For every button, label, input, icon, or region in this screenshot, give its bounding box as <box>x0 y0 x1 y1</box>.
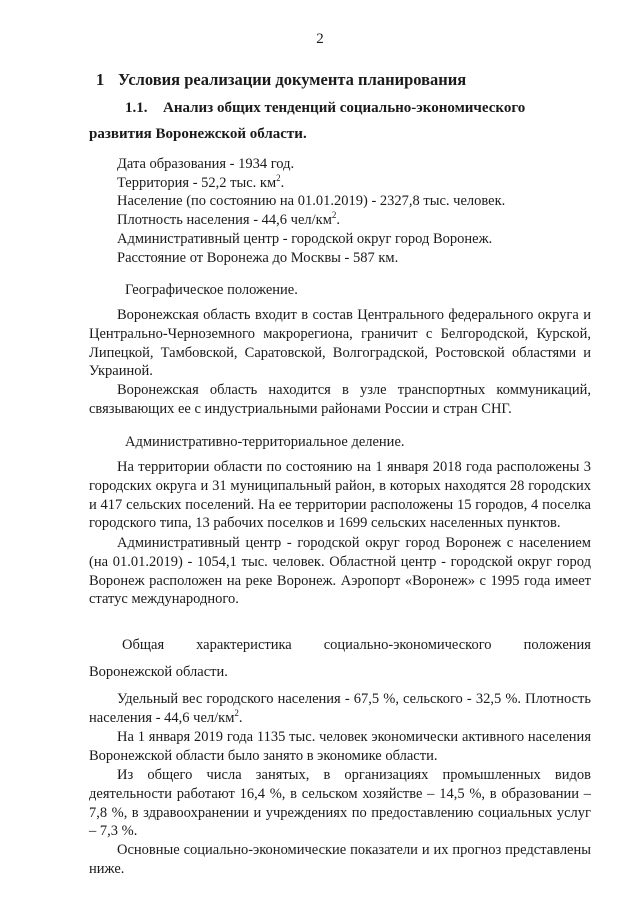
fact-density: Плотность населения - 44,6 чел/$км^2$. <box>117 210 341 229</box>
facts-list <box>117 155 505 267</box>
subsection-title-line1: Анализ общих тенденций социально-экономического <box>163 100 526 116</box>
general-paragraph-1: Удельный вес городского населения - 67,5 %, сельского - 32,5 %. Плотность населения - 44,6 чел/$км^2$. <box>89 691 591 726</box>
admin-paragraph-2: Административный центр - городской округ город Воронеж с населением (на 01.01.2019) - 1054,1 тыс. человек. Областной центр - городской округ город Воронеж расположен на реке Воронеж. Аэропорт «Воронеж» с 1995 года имеет статус международного. <box>89 535 591 608</box>
page-number: 2 <box>316 31 324 47</box>
section-heading <box>96 70 466 90</box>
general-title-line2: Воронежской области. <box>89 664 228 680</box>
section-title: Условия реализации документа планирования <box>118 70 467 89</box>
general-title-line1: Общая характеристика социально-экономического положения <box>122 637 591 653</box>
geo-title: Географическое положение. <box>125 282 298 298</box>
subsection-title-line2: развития Воронежской области. <box>89 126 307 142</box>
admin-paragraph-1: На территории области по состоянию на 1 января 2018 года расположены 3 городских округа и 31 муниципальный район, в которых находятся 28 городских и 417 сельских поселений. На ее территории расположены 15 городов, 4 поселка городского типа, 13 рабочих поселков и 1699 сельских населенных пунктов. <box>89 459 591 532</box>
fact-founded: Дата образования - 1934 год. <box>117 156 295 172</box>
general-paragraph-4: Основные социально-экономические показатели и их прогноз представлены ниже. <box>89 842 591 877</box>
fact-distance: Расстояние от Воронежа до Москвы - 587 км. <box>117 249 399 266</box>
general-paragraph-3: Из общего числа занятых, в организациях промышленных видов деятельности работают 16,4 %, в сельском хозяйстве – 14,5 %, в образовании – 7,8 %, в здравоохранении и учреждениях по предоставлению социальных услуг – 7,3 %. <box>89 767 591 840</box>
geo-paragraph-1: Воронежская область входит в состав Центрального федерального округа и Центрально-Черноземного макрорегиона, граничит с Белгородской, Курской, Липецкой, Тамбовской, Саратовской, Волгоградской, Ростовской областями и Украиной. <box>89 307 591 380</box>
subsection-heading-line1 <box>125 100 525 117</box>
general-paragraph-2: На 1 января 2019 года 1135 тыс. человек экономически активного населения Воронежской области было занято в экономике области. <box>89 729 591 764</box>
admin-title: Административно-территориальное деление. <box>125 434 405 450</box>
geo-paragraph-2: Воронежская область находится в узле транспортных коммуникаций, связывающих ее с индустриальными районами России и стран СНГ. <box>89 382 591 417</box>
section-number: 1 <box>96 70 105 89</box>
subsection-number: 1.1. <box>125 100 148 116</box>
fact-admin-center: Административный центр - городской округ город Воронеж. <box>117 230 493 247</box>
fact-territory: Территория - 52,2 тыс. $км^2$. <box>117 172 285 191</box>
fact-population: Население (по состоянию на 01.01.2019) - 2327,8 тыс. человек. <box>117 193 506 210</box>
